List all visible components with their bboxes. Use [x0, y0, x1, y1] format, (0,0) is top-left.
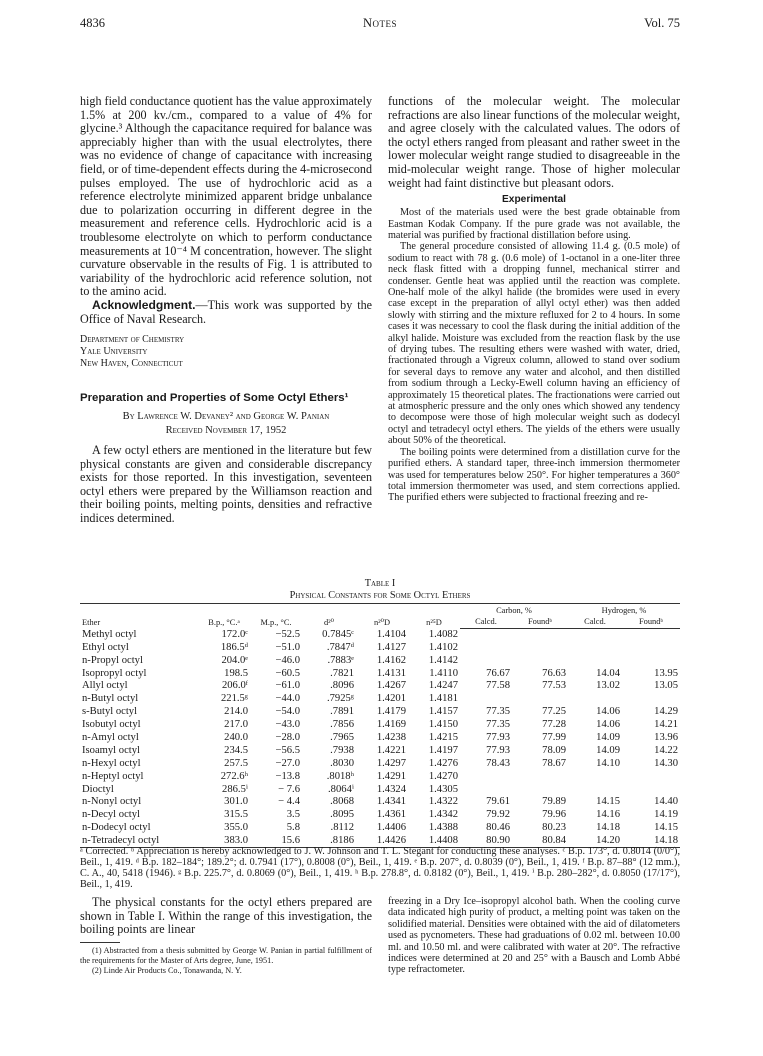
cell-mp: −46.0: [275, 654, 300, 666]
cell-n20: 1.4221: [376, 744, 406, 756]
cell-density: .8112: [330, 822, 354, 834]
cell-density: .7821: [330, 667, 354, 679]
cell-hydrogen-found: 14.19: [654, 809, 678, 821]
cell-n25: 1.4197: [428, 744, 458, 756]
cell-bp: 355.0: [224, 822, 248, 834]
footnote: (2) Linde Air Products Co., Tonawanda, N. Y.: [92, 966, 242, 976]
cell-bp: 221.5ᵍ: [220, 693, 248, 705]
cell-hydrogen-found: 13.95: [654, 667, 678, 679]
cell-hydrogen-found: 14.15: [654, 822, 678, 834]
cell-carbon-calcd: [460, 641, 512, 654]
cell-ether: n-Amyl octyl: [82, 731, 139, 743]
bottom-left-column: [80, 896, 372, 976]
footnote: (1) Abstracted from a thesis submitted by George W. Panian in partial fulfillment of the requirements for the Master of Arts degree, June, 1951.: [80, 945, 372, 965]
cell-hydrogen-calcd: [568, 654, 622, 667]
cell-hydrogen-found: 14.30: [654, 757, 678, 769]
affiliation: [80, 334, 372, 370]
acknowledgment: [80, 299, 372, 326]
cell-carbon-found: [512, 654, 568, 667]
cell-mp: −44.0: [275, 693, 300, 705]
cell-mp: −60.5: [275, 667, 300, 679]
cell-carbon-calcd: 77.35: [486, 706, 510, 718]
cell-carbon-found: [512, 693, 568, 706]
cell-carbon-found: 80.23: [542, 822, 566, 834]
table-row: [80, 732, 680, 745]
cell-density: .8095: [330, 809, 354, 821]
column-header-density: d²⁰: [302, 604, 356, 629]
article-title: Preparation and Properties of Some Octyl Ethers¹: [80, 392, 349, 405]
cell-n20: 1.4406: [376, 822, 406, 834]
column-header-mp: M.p., °C.: [250, 604, 302, 629]
cell-density: .7925ᵍ: [326, 693, 354, 705]
cell-bp: 204.0ᵉ: [221, 654, 248, 666]
cell-n25: 1.4110: [429, 667, 458, 679]
table-row: [80, 770, 680, 783]
cell-ether: n-Heptyl octyl: [82, 770, 144, 782]
cell-n25: 1.4322: [428, 796, 458, 808]
cell-hydrogen-found: 14.40: [654, 796, 678, 808]
cell-ether: n-Dodecyl octyl: [82, 822, 151, 834]
table-row: [80, 706, 680, 719]
cell-density: .8018ʰ: [326, 770, 354, 782]
body-paragraph: The physical constants for the octyl ethers prepared are shown in Table I. Within the range of this investigation, the boiling points are linear: [80, 895, 372, 937]
cell-carbon-found: 79.96: [542, 809, 566, 821]
cell-n20: 1.4127: [376, 641, 406, 653]
cell-carbon-calcd: [460, 629, 512, 642]
cell-carbon-found: 77.53: [542, 680, 566, 692]
cell-hydrogen-found: 14.21: [654, 719, 678, 731]
cell-mp: −28.0: [275, 731, 300, 743]
cell-density: .7891: [330, 706, 354, 718]
cell-hydrogen-found: [622, 654, 680, 667]
cell-hydrogen-found: 13.05: [654, 680, 678, 692]
cell-hydrogen-calcd: 14.10: [596, 757, 620, 769]
cell-hydrogen-calcd: 14.06: [596, 706, 620, 718]
cell-carbon-calcd: 77.93: [486, 744, 510, 756]
cell-carbon-found: 77.25: [542, 706, 566, 718]
cell-carbon-found: 77.99: [542, 731, 566, 743]
cell-carbon-calcd: 78.43: [486, 757, 510, 769]
affiliation-line: Department of Chemistry: [80, 334, 185, 346]
cell-n25: 1.4247: [428, 680, 458, 692]
cell-hydrogen-calcd: [568, 770, 622, 783]
cell-bp: 272.6ʰ: [220, 770, 248, 782]
cell-mp: 3.5: [286, 809, 300, 821]
cell-mp: 5.8: [286, 822, 300, 834]
table-row: [80, 796, 680, 809]
cell-bp: 214.0: [224, 706, 248, 718]
cell-carbon-found: 76.63: [542, 667, 566, 679]
page-number: 4836: [80, 16, 105, 30]
cell-density: .8186: [302, 835, 356, 848]
cell-carbon-found: [512, 783, 568, 796]
cell-carbon-found: 78.09: [542, 744, 566, 756]
cell-carbon-calcd: 76.67: [486, 667, 510, 679]
cell-hydrogen-calcd: [568, 629, 622, 642]
cell-bp: 257.5: [224, 757, 248, 769]
cell-bp: 186.5ᵈ: [220, 641, 248, 653]
cell-ether: n-Hexyl octyl: [82, 757, 141, 769]
cell-n25: 1.4181: [428, 693, 458, 705]
cell-ether: n-Propyl octyl: [82, 654, 143, 666]
cell-n20: 1.4104: [376, 628, 406, 640]
cell-hydrogen-found: [622, 629, 680, 642]
cell-carbon-calcd: [460, 770, 512, 783]
cell-n25: 1.4270: [428, 770, 458, 782]
cell-density: .8064ⁱ: [328, 783, 354, 795]
cell-hydrogen-calcd: 14.20: [568, 835, 622, 848]
table-row: [80, 822, 680, 835]
table-row: [80, 783, 680, 796]
right-column: [388, 95, 680, 504]
cell-n25: 1.4142: [428, 654, 458, 666]
cell-carbon-found: 78.67: [542, 757, 566, 769]
cell-carbon-calcd: [460, 693, 512, 706]
section-title: Notes: [362, 16, 398, 30]
cell-mp: −51.0: [275, 641, 300, 653]
experimental-paragraph: The boiling points were determined from a distillation curve for the purified ethers. A standard taper, three-inch immersion thermometer was used for temperatures below 250°. For higher temperatures a 360° total immersion thermometer was used, and stem corrections applied. The purified ethers were subjected to fractional freezing and re-: [388, 446, 680, 504]
cell-n20: 1.4162: [376, 654, 406, 666]
cell-n20: 1.4201: [376, 693, 406, 705]
cell-mp: − 7.6: [278, 783, 300, 795]
cell-hydrogen-found: [622, 641, 680, 654]
cell-carbon-found: [512, 641, 568, 654]
cell-carbon-found: 79.89: [542, 796, 566, 808]
column-header-n20: n²⁰D: [356, 604, 408, 629]
experimental-paragraph: The general procedure consisted of allowing 11.4 g. (0.5 mole) of sodium to react with 78 g. (0.6 mole) of 1-octanol in a one-liter three neck flask fitted with a dropping funnel, mechanical stirrer and condenser. Gentle heat was applied until the reaction was complete. One-half mole of the alkyl halide (the bromides were used in every case except in the preparation of allyl octyl ether) was then added slowly with stirring and the mixture refluxed for 2 to 4 hours. In some cases it was necessary to cool the flask during the initial addition of the alkyl halide. Moisture was excluded from the reaction flask by the use of drying tubes. The resulting ethers were washed with water, dried, fractionated through a Vigreux column, allowed to stand over sodium for several days to remove any water and alcohol, and then distilled from sodium through a Lecky-Ewell column having an efficiency of approximately 15 theoretical plates. The fractionations were carried out at atmospheric pressure and the only ones which showed any tendency to decompose were those of high molecular weight such as dodecyl octyl and tetradecyl octyl ethers. The yields of the ethers were usually about 50% of the theoretical.: [388, 241, 680, 447]
cell-hydrogen-found: [622, 693, 680, 706]
cell-hydrogen-calcd: 14.18: [596, 822, 620, 834]
cell-bp: 234.5: [224, 744, 248, 756]
cell-density: .8030: [330, 757, 354, 769]
received-date: Received November 17, 1952: [165, 425, 287, 437]
table-row: [80, 693, 680, 706]
intro-paragraph: A few octyl ethers are mentioned in the literature but few physical constants are given and considerable discrepancy exists for those reported. In this investigation, seventeen octyl ethers were prepared by the Williamson reaction and their boiling points, melting points, densities and refractive indices determined.: [80, 443, 372, 526]
table-row: [80, 745, 680, 758]
column-header-carbon: Carbon, %: [460, 604, 568, 618]
body-paragraph: functions of the molecular weight. The molecular refractions are also linear functions of the molecular weight, and agree closely with the calculated values. The odors of the octyl ethers ranged from pleasant and rather sweet in the lower molecular weight range studied to disagreeable in the mid-molecular weight range. Those of higher molecular weight had faint distinctive but pleasant odors.: [388, 94, 680, 190]
cell-ether: n-Butyl octyl: [82, 693, 139, 705]
cell-ether: Methyl octyl: [82, 628, 137, 640]
cell-n20: 1.4169: [376, 719, 406, 731]
cell-n20: 1.4267: [376, 680, 406, 692]
cell-density: .7965: [330, 731, 354, 743]
cell-carbon-found: [512, 629, 568, 642]
cell-ether: Ethyl octyl: [82, 641, 129, 653]
volume-number: Vol. 75: [644, 16, 680, 30]
cell-bp: 286.5ⁱ: [222, 783, 248, 795]
bottom-right-column: [388, 896, 680, 976]
article-byline: By Lawrence W. Devaney² and George W. Panian: [122, 411, 330, 423]
cell-bp: 315.5: [224, 809, 248, 821]
cell-hydrogen-found: 14.22: [654, 744, 678, 756]
cell-hydrogen-calcd: 14.09: [596, 731, 620, 743]
cell-ether: s-Butyl octyl: [82, 706, 138, 718]
cell-ether: Isopropyl octyl: [82, 667, 147, 679]
cell-n20: 1.4324: [376, 783, 406, 795]
cell-hydrogen-found: [622, 770, 680, 783]
cell-hydrogen-found: 14.29: [654, 706, 678, 718]
cell-ether: n-Nonyl octyl: [82, 796, 142, 808]
cell-n25: 1.4150: [428, 719, 458, 731]
affiliation-line: New Haven, Connecticut: [80, 358, 183, 370]
cell-n20: 1.4179: [376, 706, 406, 718]
cell-bp: 198.5: [224, 667, 248, 679]
cell-carbon-calcd: 77.58: [486, 680, 510, 692]
affiliation-line: Yale University: [80, 346, 148, 358]
cell-n25: 1.4276: [428, 757, 458, 769]
cell-n25: 1.4388: [428, 822, 458, 834]
table-row: [80, 654, 680, 667]
cell-carbon-calcd: 79.92: [486, 809, 510, 821]
cell-n25: 1.4157: [428, 706, 458, 718]
table-body: [80, 629, 680, 848]
footnote-divider: [80, 942, 120, 943]
acknowledgment-text: —This work was supported by the Office of Naval Research.: [80, 297, 372, 326]
left-column: [80, 95, 372, 526]
acknowledgment-label: Acknowledgment.: [92, 297, 196, 312]
cell-mp: −52.5: [275, 628, 300, 640]
cell-n20: 1.4238: [376, 731, 406, 743]
cell-n25: 1.4408: [408, 835, 460, 848]
cell-hydrogen-calcd: [568, 693, 622, 706]
table-row: [80, 641, 680, 654]
table-row: [80, 809, 680, 822]
cell-hydrogen-calcd: 14.09: [596, 744, 620, 756]
table-row: [80, 629, 680, 642]
table-row: [80, 680, 680, 693]
table-row: [80, 667, 680, 680]
cell-carbon-calcd: [460, 783, 512, 796]
cell-mp: − 4.4: [278, 796, 300, 808]
cell-density: .8068: [330, 796, 354, 808]
table-caption: Physical Constants for Some Octyl Ethers: [289, 590, 471, 601]
column-header-carbon-found: Foundᵇ: [512, 617, 568, 629]
cell-ether: n-Tetradecyl octyl: [80, 835, 198, 848]
table-title: Table I: [364, 578, 396, 589]
cell-n25: 1.4102: [428, 641, 458, 653]
body-paragraph: high field conductance quotient has the value approximately 1.5% at 200 kv./cm., compared to a value of 4% for glycine.³ Although the capacitance required for balance was appreciably higher than with the usual electrolytes, there was no evidence of change of capacitance with increasing field, or of time-dependent effects during the 4-microsecond pulses employed. The use of hydrochloric acid as a reference electrolyte minimized apparent bridge unbalance due to polarization occurring in different degree in the measurement and reference cells. Hydrochloric acid is a troublesome electrolyte on which to perform conductance measurements at 10⁻⁴ M concentration, however. The slight curvature observable in the results of Fig. 1 is attributed to variability of the hydrochloric acid reference solution, not to the amino acid.: [80, 94, 372, 299]
cell-n20: 1.4291: [376, 770, 406, 782]
cell-bp: 383.0: [198, 835, 250, 848]
cell-carbon-calcd: 77.93: [486, 731, 510, 743]
cell-ether: n-Decyl octyl: [82, 809, 140, 821]
cell-hydrogen-calcd: 13.02: [596, 680, 620, 692]
cell-bp: 206.0ᶠ: [221, 680, 248, 692]
cell-bp: 301.0: [224, 796, 248, 808]
cell-mp: −27.0: [275, 757, 300, 769]
cell-n20: 1.4297: [376, 757, 406, 769]
cell-n20: 1.4361: [376, 809, 406, 821]
cell-carbon-calcd: 80.90: [460, 835, 512, 848]
experimental-paragraph: Most of the materials used were the best grade obtainable from Eastman Kodak Company. If the pure grade was not available, the material was purified by fractional distillation before using.: [388, 207, 680, 241]
cell-density: 0.7845ᶜ: [322, 628, 354, 640]
cell-density: .7856: [330, 719, 354, 731]
cell-hydrogen-calcd: [568, 783, 622, 796]
cell-ether: Isobutyl octyl: [82, 719, 141, 731]
cell-bp: 217.0: [224, 719, 248, 731]
cell-carbon-calcd: [460, 654, 512, 667]
cell-mp: −56.5: [275, 744, 300, 756]
cell-mp: −13.8: [275, 770, 300, 782]
experimental-heading: Experimental: [502, 194, 566, 206]
cell-hydrogen-found: 14.18: [622, 835, 680, 848]
cell-ether: Allyl octyl: [82, 680, 128, 692]
column-header-carbon-calcd: Calcd.: [460, 617, 512, 629]
cell-density: .7938: [330, 744, 354, 756]
cell-n20: 1.4341: [376, 796, 406, 808]
cell-carbon-calcd: 79.61: [486, 796, 510, 808]
column-header-hydrogen-found: Foundᵇ: [622, 617, 680, 629]
cell-hydrogen-calcd: [568, 641, 622, 654]
cell-bp: 172.0ᶜ: [221, 628, 248, 640]
cell-carbon-calcd: 80.46: [486, 822, 510, 834]
cell-n25: 1.4305: [428, 783, 458, 795]
cell-n25: 1.4215: [428, 731, 458, 743]
cell-hydrogen-found: 13.96: [654, 731, 678, 743]
cell-density: .7847ᵈ: [326, 641, 354, 653]
cell-hydrogen-found: [622, 783, 680, 796]
physical-constants-table: [80, 603, 680, 848]
column-header-bp: B.p., °C.ᵃ: [198, 604, 250, 629]
cell-bp: 240.0: [224, 731, 248, 743]
cell-density: .7883ᵉ: [327, 654, 354, 666]
cell-n20: 1.4426: [356, 835, 408, 848]
cell-density: .8096: [330, 680, 354, 692]
cell-hydrogen-calcd: 14.06: [596, 719, 620, 731]
cell-hydrogen-calcd: 14.04: [596, 667, 620, 679]
column-header-hydrogen: Hydrogen, %: [568, 604, 680, 618]
cell-hydrogen-calcd: 14.15: [596, 796, 620, 808]
cell-n20: 1.4131: [376, 667, 406, 679]
column-header-n25: n²⁵D: [408, 604, 460, 629]
cell-mp: −54.0: [275, 706, 300, 718]
cell-mp: 15.6: [250, 835, 302, 848]
cell-ether: Dioctyl: [82, 783, 114, 795]
column-header-hydrogen-calcd: Calcd.: [568, 617, 622, 629]
table-row: [80, 757, 680, 770]
experimental-paragraph: freezing in a Dry Ice–isopropyl alcohol bath. When the cooling curve data indicated high purity of product, a melting point was taken on the solidified material. Densities were obtained with the aid of dilatometers used as pycnometers. These had graduations of 0.02 ml. between 10.00 ml. and 10.50 ml. and were calibrated with water at 20°. The refractive indices were determined at 20 and 25° with a Bausch and Lomb Abbé type refractometer.: [388, 896, 680, 976]
cell-carbon-calcd: 77.35: [486, 719, 510, 731]
cell-carbon-found: [512, 770, 568, 783]
cell-n25: 1.4082: [428, 628, 458, 640]
cell-hydrogen-calcd: 14.16: [596, 809, 620, 821]
column-header-ether: Ether: [80, 604, 198, 629]
cell-carbon-found: 80.84: [512, 835, 568, 848]
page-header: [80, 16, 680, 32]
table-footnotes: ᵃ Corrected. ᵇ Appreciation is hereby acknowledged to J. W. Johnson and T. L. Stegant for conducting these analyses. ᶜ B.p. 173°, d. 0.8014 (0/0°), Beil., 1, 419. ᵈ B.p. 182–184°; 189.2°; d. 0.7941 (17°), 0.8008 (0°), Beil., 1, 419. ᵉ B.p. 207°, d. 0.8039 (0°), Beil., 1, 419. ᶠ B.p. 87–88° (12 mm.), C. A., 40, 5418 (1946). ᵍ B.p. 225.7°, d. 0.8069 (0°), Beil., 1, 419. ʰ B.p. 278.8°, d. 0.8182 (0°), Beil., 1, 419. ⁱ B.p. 280–282°, d. 0.8050 (17/17°), Beil., 1, 419.: [80, 846, 680, 890]
cell-carbon-found: 77.28: [542, 719, 566, 731]
table-row: [80, 719, 680, 732]
cell-mp: −43.0: [275, 719, 300, 731]
cell-mp: −61.0: [275, 680, 300, 692]
cell-ether: Isoamyl octyl: [82, 744, 140, 756]
cell-n25: 1.4342: [428, 809, 458, 821]
